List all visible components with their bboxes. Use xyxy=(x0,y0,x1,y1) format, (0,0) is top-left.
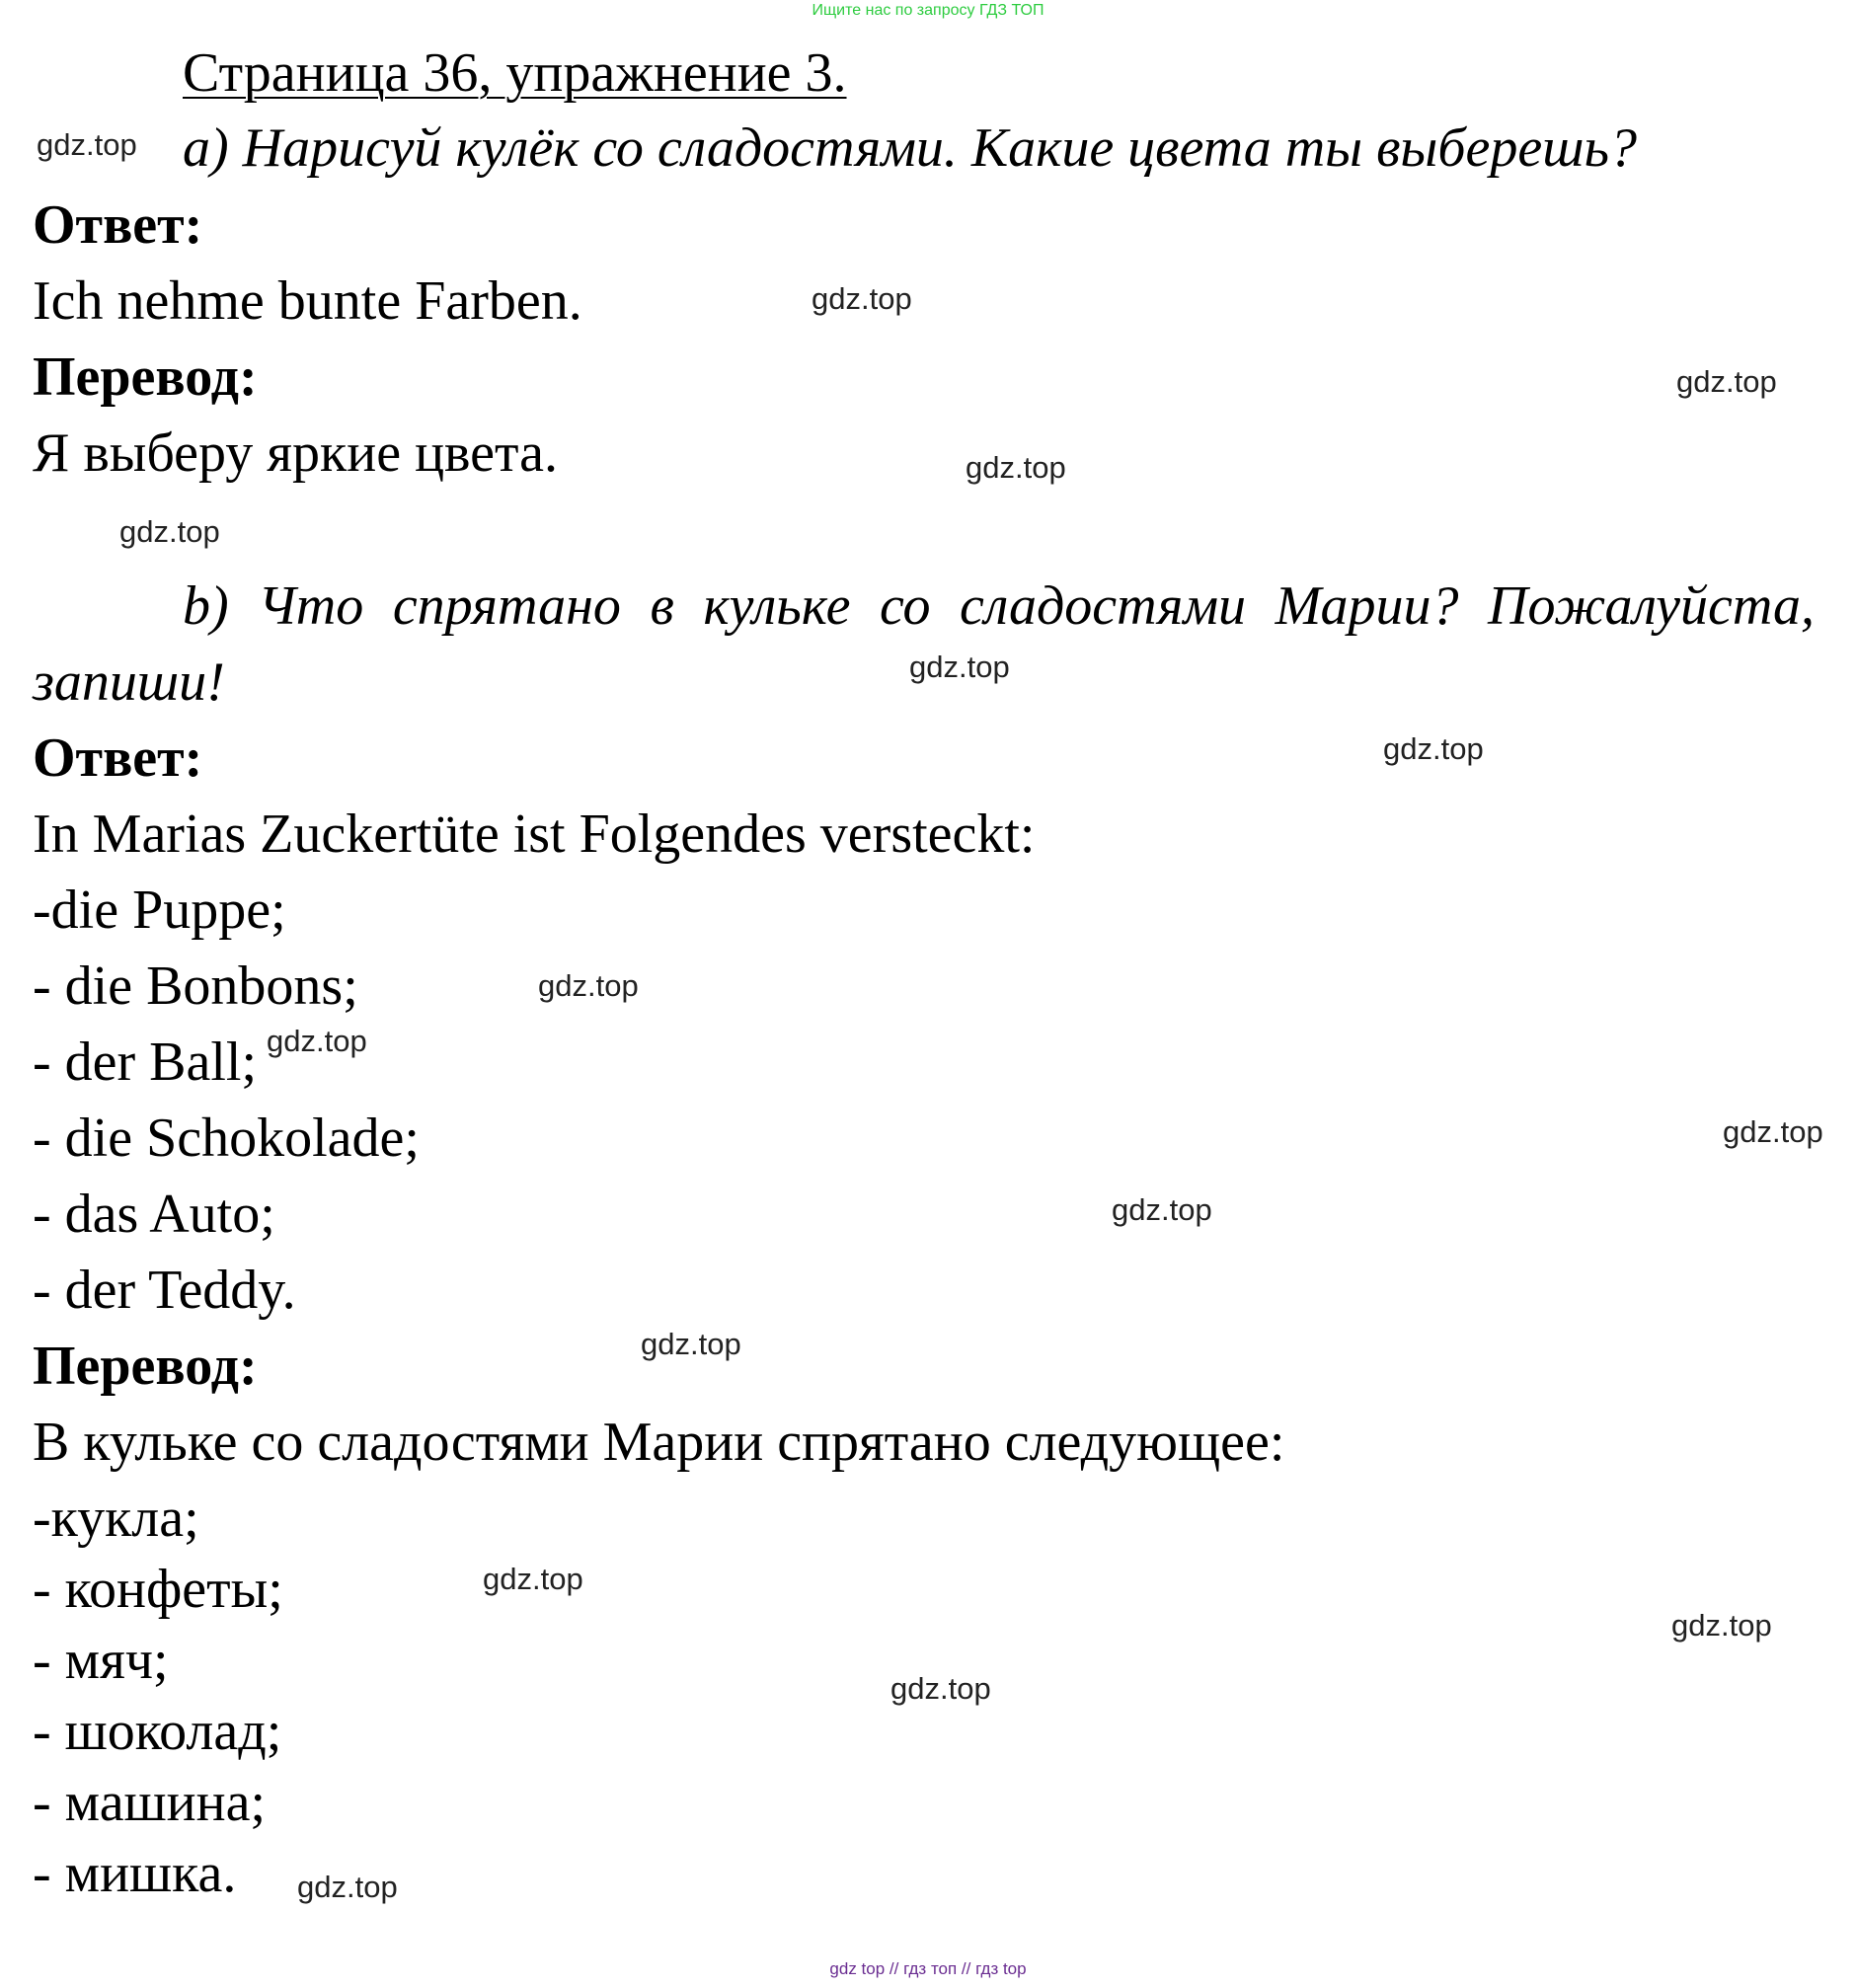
watermark: gdz.top xyxy=(297,1870,398,1904)
answer-intro-b: In Marias Zuckertüte ist Folgendes versteckt: xyxy=(33,803,1036,865)
watermark: gdz.top xyxy=(1671,1608,1772,1643)
top-banner: Ищите нас по запросу ГДЗ ТОП xyxy=(812,2,1044,19)
question-b-word: b) xyxy=(183,575,229,637)
translation-intro-b: В кульке со сладостями Марии спрятано следующее: xyxy=(33,1412,1285,1473)
watermark: gdz.top xyxy=(1383,731,1484,766)
watermark: gdz.top xyxy=(909,650,1010,684)
question-b-word: Что xyxy=(258,575,364,637)
answer-item: - die Schokolade; xyxy=(33,1108,420,1169)
question-b-word: Марии? xyxy=(1275,575,1459,637)
question-b-line2: запиши! xyxy=(33,651,225,713)
watermark: gdz.top xyxy=(1723,1114,1823,1149)
answer-a: Ich nehme bunte Farben. xyxy=(33,270,582,332)
watermark: gdz.top xyxy=(966,450,1066,485)
translation-item: - мяч; xyxy=(33,1630,169,1691)
watermark: gdz.top xyxy=(890,1671,991,1706)
watermark: gdz.top xyxy=(641,1327,741,1361)
answer-item: - das Auto; xyxy=(33,1184,275,1245)
watermark: gdz.top xyxy=(812,281,912,316)
question-a: a) Нарисуй кулёк со сладостями. Какие цвета ты выберешь? xyxy=(183,117,1637,179)
watermark: gdz.top xyxy=(538,968,639,1003)
answer-item: - der Ball; xyxy=(33,1032,258,1093)
translation-label-a: Перевод: xyxy=(33,346,258,408)
watermark: gdz.top xyxy=(483,1562,583,1596)
answer-item: - die Bonbons; xyxy=(33,956,358,1017)
watermark: gdz.top xyxy=(267,1024,367,1058)
translation-a: Я выберу яркие цвета. xyxy=(33,422,559,484)
question-b-word: в xyxy=(650,575,674,637)
watermark: gdz.top xyxy=(37,127,137,162)
translation-item: - мишка. xyxy=(33,1843,237,1904)
answer-item: - der Teddy. xyxy=(33,1260,296,1321)
translation-item: - машина; xyxy=(33,1772,267,1833)
question-b-word: сладостями xyxy=(960,575,1247,637)
translation-label-b: Перевод: xyxy=(33,1336,258,1397)
answer-item: -die Puppe; xyxy=(33,879,286,941)
question-b-line1 xyxy=(183,571,1815,642)
watermark: gdz.top xyxy=(1676,364,1777,399)
translation-item: - конфеты; xyxy=(33,1559,283,1620)
watermark: gdz.top xyxy=(119,514,220,549)
translation-item: - шоколад; xyxy=(33,1701,282,1762)
answer-label-a: Ответ: xyxy=(33,194,203,256)
question-b-word: со xyxy=(879,575,931,637)
page-title: Страница 36, упражнение 3. xyxy=(183,42,847,104)
question-b-word: Пожалуйста, xyxy=(1488,575,1815,637)
answer-label-b: Ответ: xyxy=(33,727,203,789)
watermark: gdz.top xyxy=(1112,1192,1212,1227)
footer: gdz top // гдз топ // гдз top xyxy=(829,1959,1027,1978)
question-b-word: спрятано xyxy=(392,575,621,637)
translation-item: -кукла; xyxy=(33,1488,199,1549)
question-b-word: кульке xyxy=(703,575,851,637)
